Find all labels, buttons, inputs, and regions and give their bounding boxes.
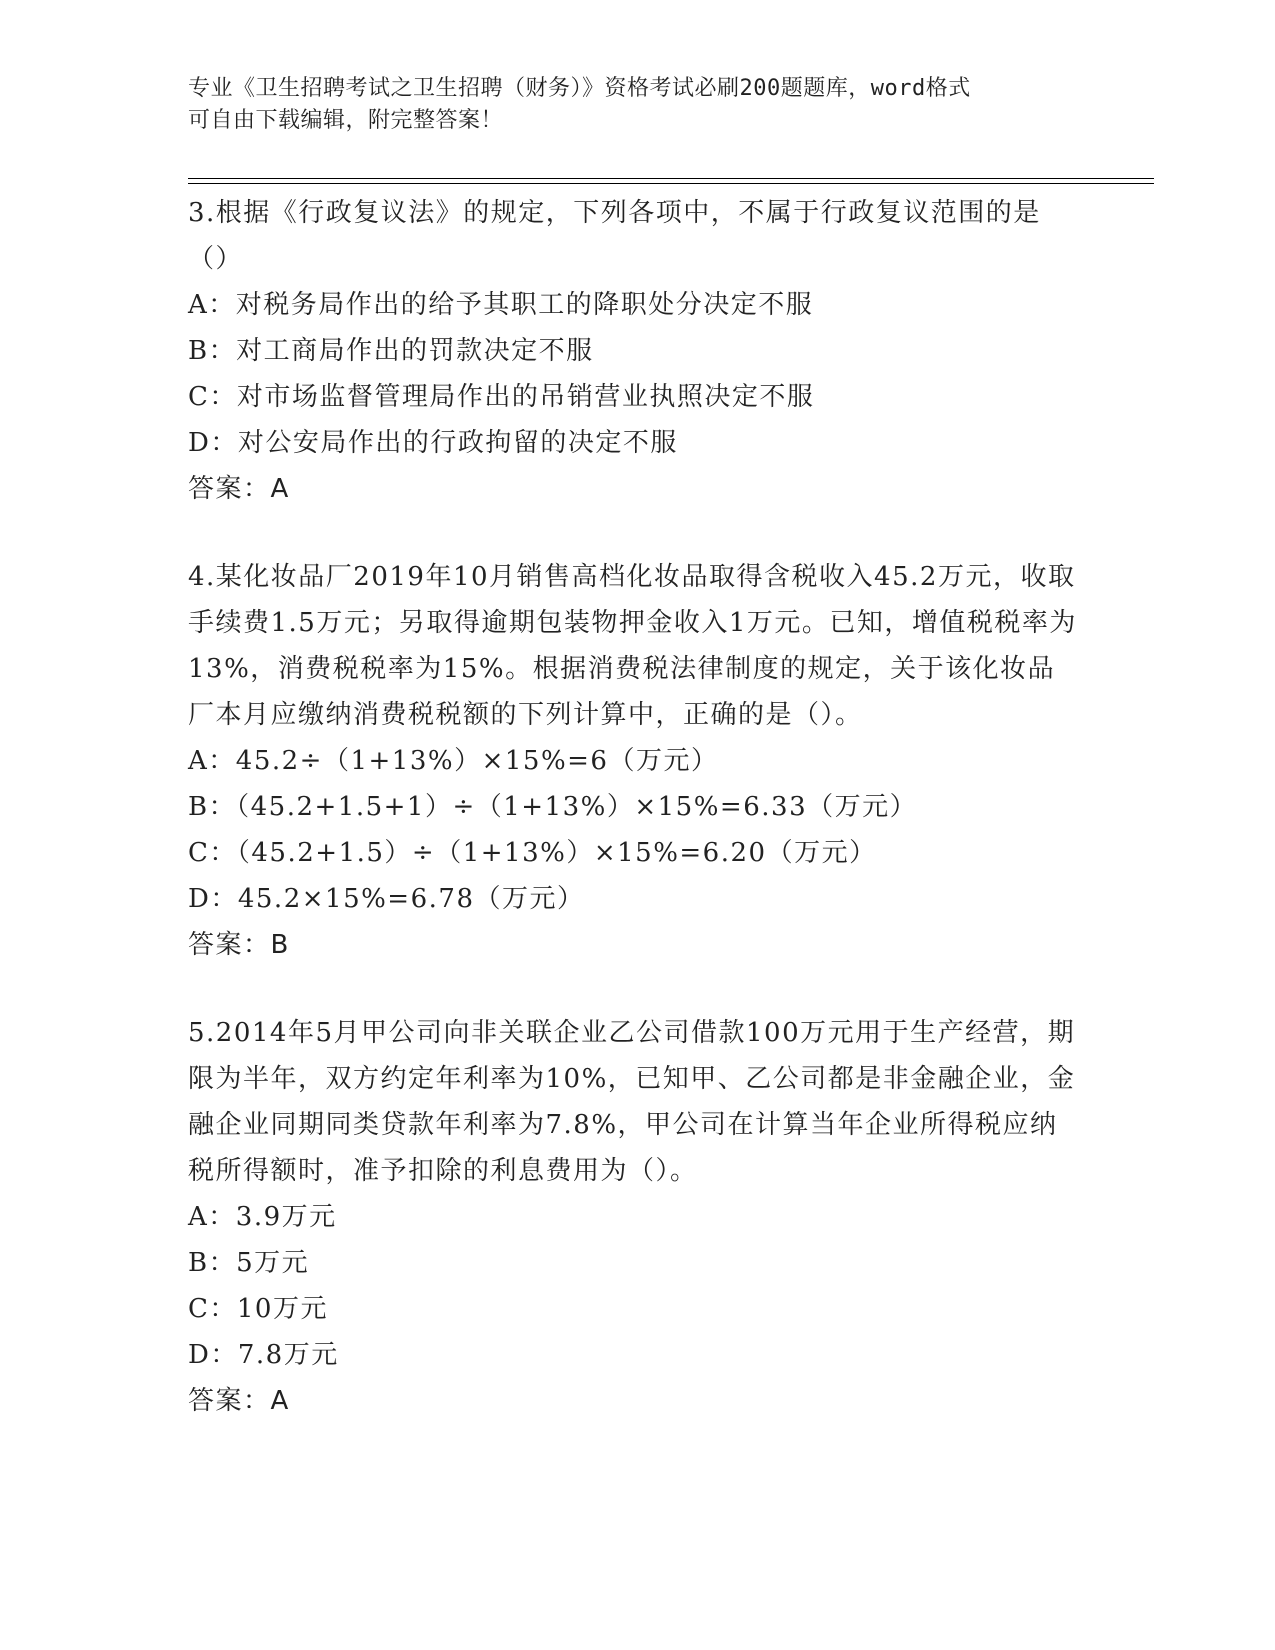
option-a: A：45.2÷（1+13%）×15%=6（万元）	[188, 746, 719, 776]
option-d: D：7.8万元	[188, 1340, 339, 1370]
question-stem: 3.根据《行政复议法》的规定，下列各项中，不属于行政复议范围的是（）	[188, 198, 1041, 274]
question-stem: 4.某化妆品厂2019年10月销售高档化妆品取得含税收入45.2万元，收取手续费1.5万元；另取得逾期包装物押金收入1万元。已知，增值税税率为13%，消费税税率为15%。根据消费税法律制度的规定，关于该化妆品厂本月应缴纳消费税税额的下列计算中，正确的是（）。	[188, 562, 1077, 730]
header-line-2: 可自由下载编辑，附完整答案！	[188, 108, 504, 133]
question-5	[188, 1010, 1078, 1424]
option-a: A：对税务局作出的给予其职工的降职处分决定不服	[188, 290, 814, 320]
question-stem: 5.2014年5月甲公司向非关联企业乙公司借款100万元用于生产经营，期限为半年，双方约定年利率为10%，已知甲、乙公司都是非金融企业，金融企业同期同类贷款年利率为7.8%，甲公司在计算当年企业所得税应纳税所得额时，准予扣除的利息费用为（）。	[188, 1018, 1076, 1186]
option-b: B：5万元	[188, 1248, 310, 1278]
answer-label: 答案：A	[188, 1386, 290, 1416]
question-list	[188, 190, 1078, 1466]
option-d: D：对公安局作出的行政拘留的决定不服	[188, 428, 678, 458]
document-header	[188, 73, 1078, 137]
option-b: B：（45.2+1.5+1）÷（1+13%）×15%=6.33（万元）	[188, 792, 918, 822]
question-4	[188, 554, 1078, 968]
option-b: B：对工商局作出的罚款决定不服	[188, 336, 594, 366]
option-d: D：45.2×15%=6.78（万元）	[188, 884, 585, 914]
option-c: C：对市场监督管理局作出的吊销营业执照决定不服	[188, 382, 815, 412]
option-c: C：（45.2+1.5）÷（1+13%）×15%=6.20（万元）	[188, 838, 877, 868]
header-divider-bottom	[188, 183, 1154, 184]
header-line-1: 专业《卫生招聘考试之卫生招聘（财务）》资格考试必刷200题题库，word格式	[188, 76, 971, 101]
option-c: C：10万元	[188, 1294, 328, 1324]
answer-label: 答案：B	[188, 930, 290, 960]
header-divider-top	[188, 178, 1154, 179]
question-3	[188, 190, 1078, 512]
answer-label: 答案：A	[188, 474, 290, 504]
option-a: A：3.9万元	[188, 1202, 337, 1232]
